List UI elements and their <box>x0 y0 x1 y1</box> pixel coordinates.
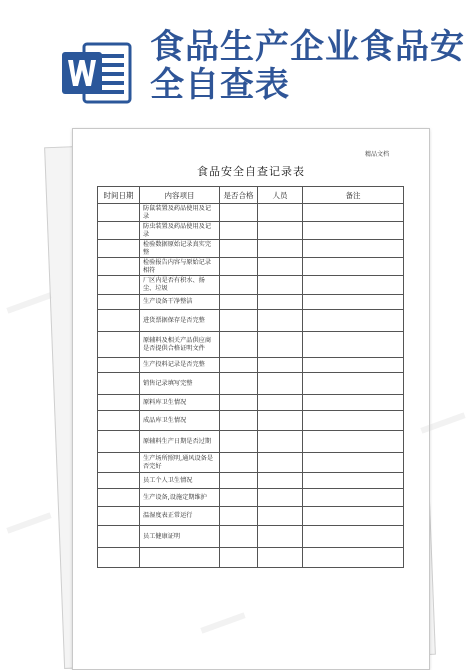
table-row <box>98 395 404 411</box>
date-cell <box>98 473 140 489</box>
table-row <box>98 489 404 507</box>
remarks-cell <box>303 411 404 431</box>
remarks-cell <box>303 507 404 526</box>
pass-cell <box>220 222 258 240</box>
document-title: 食品安全自查记录表 <box>197 165 305 178</box>
date-cell <box>98 373 140 395</box>
date-cell <box>98 526 140 548</box>
item-cell: 销售记录填写完整 <box>140 373 220 395</box>
person-cell <box>258 526 303 548</box>
person-cell <box>258 295 303 310</box>
item-cell: 厂区内是否有积水、扬尘、垃圾 <box>140 276 220 295</box>
date-cell <box>98 548 140 568</box>
pass-cell <box>220 258 258 276</box>
date-cell <box>98 431 140 453</box>
pass-cell <box>220 473 258 489</box>
date-cell <box>98 395 140 411</box>
pass-cell <box>220 548 258 568</box>
column-header-date: 时间日期 <box>98 187 140 204</box>
table-row <box>98 453 404 473</box>
table-row <box>98 258 404 276</box>
remarks-cell <box>303 240 404 258</box>
table-row <box>98 204 404 222</box>
pass-cell <box>220 507 258 526</box>
person-cell <box>258 310 303 332</box>
item-cell: 防虫装置及药品使用及记录 <box>140 222 220 240</box>
table-row <box>98 276 404 295</box>
item-cell: 生产设备干净整洁 <box>140 295 220 310</box>
date-cell <box>98 453 140 473</box>
self-check-table <box>97 186 404 568</box>
table-row <box>98 332 404 358</box>
table-row <box>98 310 404 332</box>
pass-cell <box>220 204 258 222</box>
item-cell: 员工健康证明 <box>140 526 220 548</box>
item-cell: 生产投料记录是否完整 <box>140 358 220 373</box>
table-row <box>98 526 404 548</box>
column-header-pass: 是否合格 <box>220 187 258 204</box>
document-page <box>72 128 430 670</box>
date-cell <box>98 204 140 222</box>
pass-cell <box>220 526 258 548</box>
table-row <box>98 358 404 373</box>
corner-note: 精品文档 <box>364 151 389 158</box>
person-cell <box>258 373 303 395</box>
table-body <box>98 204 404 568</box>
date-cell <box>98 332 140 358</box>
person-cell <box>258 431 303 453</box>
item-cell: 检验报告内容与原始记录相符 <box>140 258 220 276</box>
person-cell <box>258 453 303 473</box>
item-cell: 进货票据保存是否完整 <box>140 310 220 332</box>
person-cell <box>258 507 303 526</box>
remarks-cell <box>303 332 404 358</box>
pass-cell <box>220 453 258 473</box>
date-cell <box>98 240 140 258</box>
item-cell: 生产场所照明,通风设备是否完好 <box>140 453 220 473</box>
person-cell <box>258 489 303 507</box>
remarks-cell <box>303 473 404 489</box>
table-row <box>98 507 404 526</box>
table-row <box>98 548 404 568</box>
date-cell <box>98 411 140 431</box>
date-cell <box>98 358 140 373</box>
date-cell <box>98 507 140 526</box>
item-cell: 温湿度表正常运行 <box>140 507 220 526</box>
remarks-cell <box>303 431 404 453</box>
pass-cell <box>220 358 258 373</box>
person-cell <box>258 222 303 240</box>
remarks-cell <box>303 310 404 332</box>
pass-cell <box>220 295 258 310</box>
date-cell <box>98 310 140 332</box>
remarks-cell <box>303 204 404 222</box>
page-title: 食品生产企业食品安全自查表 <box>150 27 465 105</box>
item-cell: 员工个人卫生情况 <box>140 473 220 489</box>
table-row <box>98 222 404 240</box>
remarks-cell <box>303 395 404 411</box>
table-row <box>98 473 404 489</box>
table-row <box>98 240 404 258</box>
item-cell: 成品库卫生情况 <box>140 411 220 431</box>
remarks-cell <box>303 548 404 568</box>
table-row <box>98 431 404 453</box>
person-cell <box>258 258 303 276</box>
pass-cell <box>220 332 258 358</box>
person-cell <box>258 548 303 568</box>
pass-cell <box>220 240 258 258</box>
word-document-icon <box>62 40 134 106</box>
remarks-cell <box>303 222 404 240</box>
person-cell <box>258 358 303 373</box>
date-cell <box>98 276 140 295</box>
column-header-remarks: 备注 <box>303 187 404 204</box>
page-header <box>0 0 474 118</box>
date-cell <box>98 295 140 310</box>
person-cell <box>258 473 303 489</box>
person-cell <box>258 332 303 358</box>
column-header-item: 内容项目 <box>140 187 220 204</box>
pass-cell <box>220 395 258 411</box>
remarks-cell <box>303 453 404 473</box>
table-row <box>98 295 404 310</box>
table-row <box>98 373 404 395</box>
pass-cell <box>220 373 258 395</box>
remarks-cell <box>303 276 404 295</box>
pass-cell <box>220 310 258 332</box>
column-header-person: 人员 <box>258 187 303 204</box>
date-cell <box>98 258 140 276</box>
person-cell <box>258 395 303 411</box>
remarks-cell <box>303 358 404 373</box>
pass-cell <box>220 411 258 431</box>
remarks-cell <box>303 489 404 507</box>
item-cell <box>140 548 220 568</box>
table-row <box>98 411 404 431</box>
date-cell <box>98 222 140 240</box>
remarks-cell <box>303 258 404 276</box>
pass-cell <box>220 276 258 295</box>
date-cell <box>98 489 140 507</box>
table-header-row <box>98 187 404 204</box>
person-cell <box>258 411 303 431</box>
remarks-cell <box>303 526 404 548</box>
remarks-cell <box>303 373 404 395</box>
item-cell: 生产设备,设施定期维护 <box>140 489 220 507</box>
person-cell <box>258 240 303 258</box>
item-cell: 检验数据原始记录真实完整 <box>140 240 220 258</box>
item-cell: 原料库卫生情况 <box>140 395 220 411</box>
person-cell <box>258 276 303 295</box>
pass-cell <box>220 489 258 507</box>
remarks-cell <box>303 295 404 310</box>
item-cell: 原辅料生产日期是否过期 <box>140 431 220 453</box>
item-cell: 原辅料及相关产品供应商是否提供合格证明文件 <box>140 332 220 358</box>
pass-cell <box>220 431 258 453</box>
item-cell: 防鼠装置及药品使用及记录 <box>140 204 220 222</box>
person-cell <box>258 204 303 222</box>
